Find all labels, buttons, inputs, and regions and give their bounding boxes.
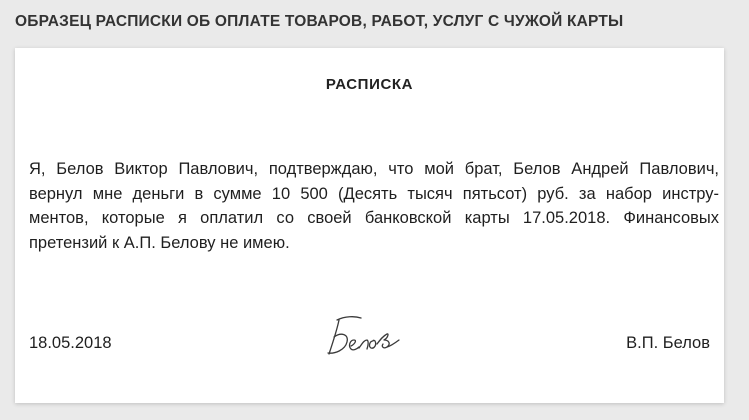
signer-name: В.П. Белов bbox=[626, 334, 710, 352]
body-line-1: Я, Белов Виктор Павлович, подтверждаю, что мой брат, Белов Андрей Павлович, bbox=[29, 160, 719, 178]
body-line-3: ментов, которые я оплатил со своей банковской карты 17.05.2018. Финансовых bbox=[29, 209, 719, 227]
document-title: РАСПИСКА bbox=[325, 76, 414, 93]
page-title: ОБРАЗЕЦ РАСПИСКИ ОБ ОПЛАТЕ ТОВАРОВ, РАБОТ, УСЛУГ С ЧУЖОЙ КАРТЫ bbox=[15, 13, 624, 30]
receipt-document bbox=[15, 48, 724, 403]
body-line-4: претензий к А.П. Белову не имею. bbox=[29, 233, 290, 252]
body-line-2: вернул мне деньги в сумме 10 500 (Десять тысяч пятьсот) руб. за набор инстру- bbox=[29, 184, 719, 203]
handwritten-signature bbox=[315, 310, 415, 366]
page-header bbox=[0, 0, 749, 46]
document-date: 18.05.2018 bbox=[29, 334, 112, 352]
document-body bbox=[29, 157, 719, 255]
